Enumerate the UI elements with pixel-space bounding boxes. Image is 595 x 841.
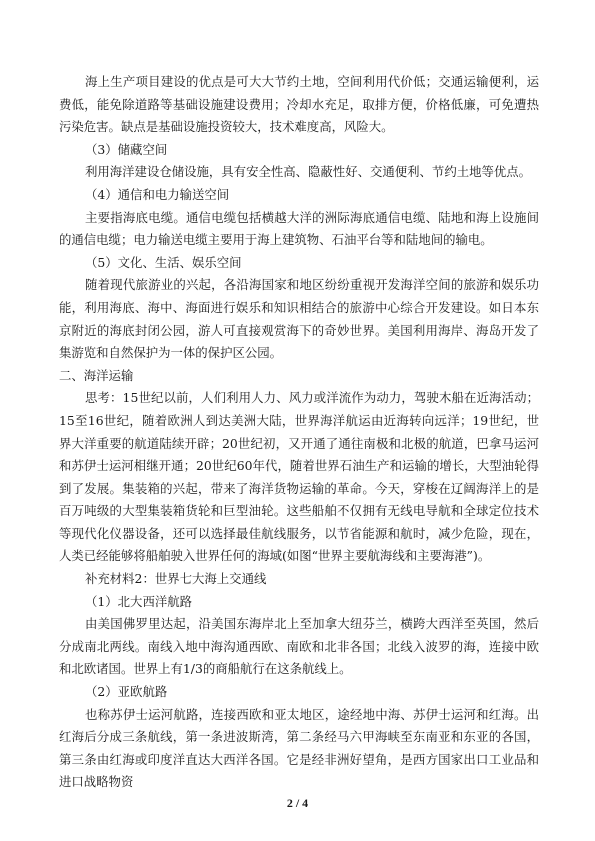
subheading-communication-power: （4）通信和电力输送空间 [85,186,230,202]
subheading-north-atlantic: （1）北大西洋航路 [85,593,193,609]
page-content [59,71,539,794]
paragraph-north-atlantic: 由美国佛罗里达起，沿美国东海岸北上至加拿大纽芬兰，横跨大西洋至英国，然后分成南北两线。南线入地中海沟通西欧、南欧和北非各国；北线入波罗的海，连接中欧和北欧诸国。世界上有1/3的商船航行在这条航线上。 [59,616,539,677]
paragraph-thinking: 思考：15世纪以前，人们利用人力、风力或洋流作为动力，驾驶木船在近海活动；15至16世纪，随着欧洲人到达美洲大陆，世界海洋航运由近海转向远洋；19世纪，世界大洋重要的航道陆续开辟；20世纪初，又开通了通往南极和北极的航道，巴拿马运河和苏伊士运河相继开通；20世纪60年代，随着世界石油生产和运输的增长，大型油轮得到了发展。集装箱的兴起，带来了海洋货物运输的革命。今天，穿梭在辽阔海洋上的是百万吨级的大型集装箱货轮和巨型油轮。这些船舶不仅拥有无线电导航和全球定位技术等现代化仪器设备，还可以选择最佳航线服务，以节省能源和航时，减少危险，现在，人类已经能够将船舶驶入世界任何的海域(如图“世界主要航海线和主要海港”)。 [59,390,539,564]
subheading-asia-europe: （2）亚欧航路 [85,684,168,700]
paragraph-asia-europe: 也称苏伊士运河航路，连接西欧和亚太地区，途经地中海、苏伊士运河和红海。出红海后分成三条航线，第一条进波斯湾，第二条经马六甲海峡至东南亚和东亚的各国，第三条由红海或印度洋直达大西洋各国。它是经非洲好望角，是西方国家出口工业品和进口战略物资 [59,706,539,790]
page-number: 2 / 4 [286,796,309,810]
paragraph-sea-production: 海上生产项目建设的优点是可大大节约土地，空间利用代价低；交通运输便利，运费低，能免除道路等基础设施建设费用；冷却水充足，取排方便，价格低廉，可免遭热污染危害。缺点是基础设施投资较大，技术难度高，风险大。 [59,74,539,135]
paragraph-storage: 利用海洋建设仓储设施，具有安全性高、隐蔽性好、交通便利、节约土地等优点。 [85,164,532,180]
paragraph-tourism: 随着现代旅游业的兴起，各沿海国家和地区纷纷重视开发海洋空间的旅游和娱乐功能，利用海底、海中、海面进行娱乐和知识相结合的旅游中心综合开发建设。如日本东京附近的海底封闭公园，游人可直接观赏海下的奇妙世界。美国利用海岸、海岛开发了集游览和自然保护为一体的保护区公园。 [59,277,539,361]
subheading-culture-leisure: （5）文化、生活、娱乐空间 [85,254,242,270]
section-heading-ocean-transport: 二、海洋运输 [59,367,134,383]
subheading-storage-space: （3）储藏空间 [85,141,168,157]
paragraph-supplement-title: 补充材料2：世界七大海上交通线 [85,571,267,587]
paragraph-cables: 主要指海底电缆。通信电缆包括横越大洋的洲际海底通信电缆、陆地和海上设施间的通信电缆；电力输送电缆主要用于海上建筑物、石油平台等和陆地间的输电。 [59,209,539,248]
